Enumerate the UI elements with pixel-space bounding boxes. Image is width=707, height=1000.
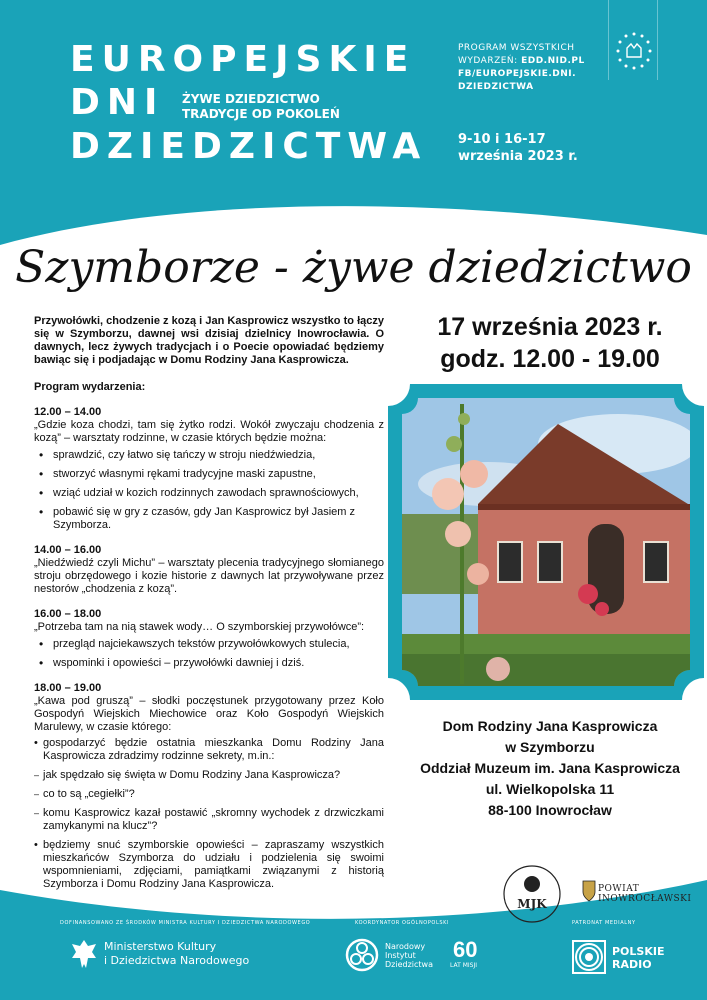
page-title: Szymborze - żywe dziedzictwo	[15, 242, 692, 293]
house-photo	[388, 384, 704, 700]
list-item: – co to są „cegiełki”?	[34, 788, 384, 801]
list-item: – jak spędzało się święta w Domu Rodziny Jana Kasprowicza?	[34, 769, 384, 782]
list-item: • gospodarzyć będzie ostatnia mieszkanka Domu Rodziny Jana Kasprowicza zdradzimy rodzinne sekrety, m.in.:	[34, 737, 384, 763]
nid-60-subtitle: LAT MISJI	[450, 962, 477, 969]
brand-line-1: EUROPEJSKIE	[70, 39, 416, 80]
event-date: 17 września 2023 r.	[437, 313, 663, 341]
venue-line-5: 88-100 Inowrocław	[488, 802, 612, 818]
slogan	[182, 92, 340, 122]
nid-emblem-icon	[345, 938, 379, 972]
program-website-link[interactable]: EDD.NID.PL	[521, 56, 585, 66]
venue-line-2: w Szymborzu	[505, 739, 595, 755]
slot-desc-4: „Kawa pod gruszą” – słodki poczęstunek przygotowany przez Koło Gospodyń Wiejskich Miechowice oraz Koło Gospodyń Wiejskich Marulewy, w czasie którego:	[34, 695, 384, 733]
slot-desc-1: „Gdzie koza chodzi, tam się żytko rodzi. Wokół zwyczaju chodzenia z kozą” – warsztaty rodzinne, w czasie których będzie można:	[34, 419, 384, 444]
program-info	[458, 42, 585, 94]
intro-paragraph: Przywołówki, chodzenie z kozą i Jan Kasprowicz wszystko to łączy się w Szymborzu, dawnej wsi dzisiaj dzielnicy Inowrocławia. O dawnych, lecz żywych tradycjach i o Poecie opowiadać będziemy bawiąc się i podjadając w Domu Rodziny Jana Kasprowicza.	[34, 315, 384, 366]
eagle-icon	[70, 938, 98, 972]
powiat-logo	[582, 880, 692, 910]
eu-stars-icon	[613, 30, 655, 72]
list-item: • pobawić się w gry z czasów, gdy Jan Kasprowicz był Jasiem z Szymborza.	[39, 506, 384, 532]
list-item: • przegląd najciekawszych tekstów przywołówkowych stulecia,	[39, 638, 384, 651]
list-item: • stworzyć własnymi rękami tradycyjne maski zapustne,	[39, 468, 384, 481]
funding-label: DOFINANSOWANO ZE ŚRODKÓW MINISTRA KULTURY I DZIEDZICTWA NARODOWEGO	[60, 920, 311, 926]
program-line-1: PROGRAM WSZYSTKICH	[458, 43, 575, 53]
eu-badge	[608, 0, 658, 80]
media-label: PATRONAT MEDIALNY	[572, 920, 636, 926]
program-column	[34, 315, 384, 897]
program-line-5: DZIEDZICTWA	[458, 82, 534, 92]
festival-dates	[458, 131, 578, 165]
nid-logo	[345, 938, 495, 978]
slot-desc-3: „Potrzeba tam na nią stawek wody… O szymborskiej przywołówce”:	[34, 621, 365, 633]
slot-time-2: 14.00 – 16.00	[34, 544, 102, 556]
slot-list-3	[39, 638, 384, 670]
venue-line-3: Oddział Muzeum im. Jana Kasprowicza	[420, 760, 680, 776]
polskie-radio-logo	[572, 940, 672, 976]
mjk-logo-text: MJK	[517, 897, 547, 911]
list-item: – komu Kasprowicz kazał postawić „skromny wychodek z drzwiczkami zamykanymi na klucz”?	[34, 807, 384, 833]
polskie-radio-text: POLSKIE RADIO	[612, 945, 665, 971]
powiat-text: POWIAT INOWROCŁAWSKI	[598, 884, 692, 904]
brand-line-3: DZIEDZICTWA	[70, 126, 428, 167]
event-datetime	[400, 311, 700, 375]
mjk-logo	[500, 862, 564, 926]
list-item: • wziąć udział w kozich rodzinnych zawodach sprawnościowych,	[39, 487, 384, 500]
slot-time-3: 16.00 – 18.00	[34, 608, 102, 620]
program-line-2: WYDARZEŃ: EDD.NID.PL	[458, 56, 585, 66]
ministry-text: Ministerstwo Kultury i Dziedzictwa Narodowego	[104, 940, 250, 967]
festival-dates-line-2: września 2023 r.	[458, 149, 578, 164]
slot-desc-2: „Niedźwiedź czyli Michu” – warsztaty plecenia tradycyjnego słomianego stroju obrzędowego i kozie historie z dawnych lat przywoływane przez nestorów „chodzenia z kozą”.	[34, 557, 384, 595]
coordinator-label: KOORDYNATOR OGÓLNOPOLSKI	[355, 920, 450, 926]
powiat-crest-icon	[582, 880, 596, 902]
slot-list-1	[39, 449, 384, 532]
list-item: • wspominki i opowieści – przywołówki dawniej i dziś.	[39, 657, 384, 670]
nid-60-number: 60	[453, 937, 478, 962]
nid-text: Narodowy Instytut Dziedzictwa	[385, 942, 433, 969]
slogan-line-2: TRADYCJE OD POKOLEŃ	[182, 107, 340, 121]
slot-time-1: 12.00 – 14.00	[34, 406, 102, 418]
venue-address	[400, 716, 700, 821]
program-facebook-link[interactable]: FB/EUROPEJSKIE.DNI.	[458, 69, 577, 79]
slogan-line-1: ŻYWE DZIEDZICTWO	[182, 92, 320, 106]
radio-waves-icon	[572, 940, 606, 974]
venue-line-1: Dom Rodziny Jana Kasprowicza	[442, 718, 658, 734]
ministry-logo	[70, 938, 250, 974]
festival-dates-line-1: 9-10 i 16-17	[458, 132, 546, 147]
list-item: • sprawdzić, czy łatwo się tańczy w stroju niedźwiedzia,	[39, 449, 384, 462]
program-heading: Program wydarzenia:	[34, 381, 146, 393]
list-item: • będziemy snuć szymborskie opowieści – zapraszamy wszystkich mieszkańców Szymborza do udziału i podzielenia się swoimi wspomnieniami, zdjęciami, pamiątkami związanymi z historią Szymborza i Domu Rodziny Jana Kasprowicza.	[34, 839, 384, 891]
slot-time-4: 18.00 – 19.00	[34, 682, 102, 694]
event-hours: godz. 12.00 - 19.00	[440, 345, 660, 373]
venue-line-4: ul. Wielkopolska 11	[485, 781, 615, 797]
brand-line-2: DNI	[70, 82, 165, 123]
